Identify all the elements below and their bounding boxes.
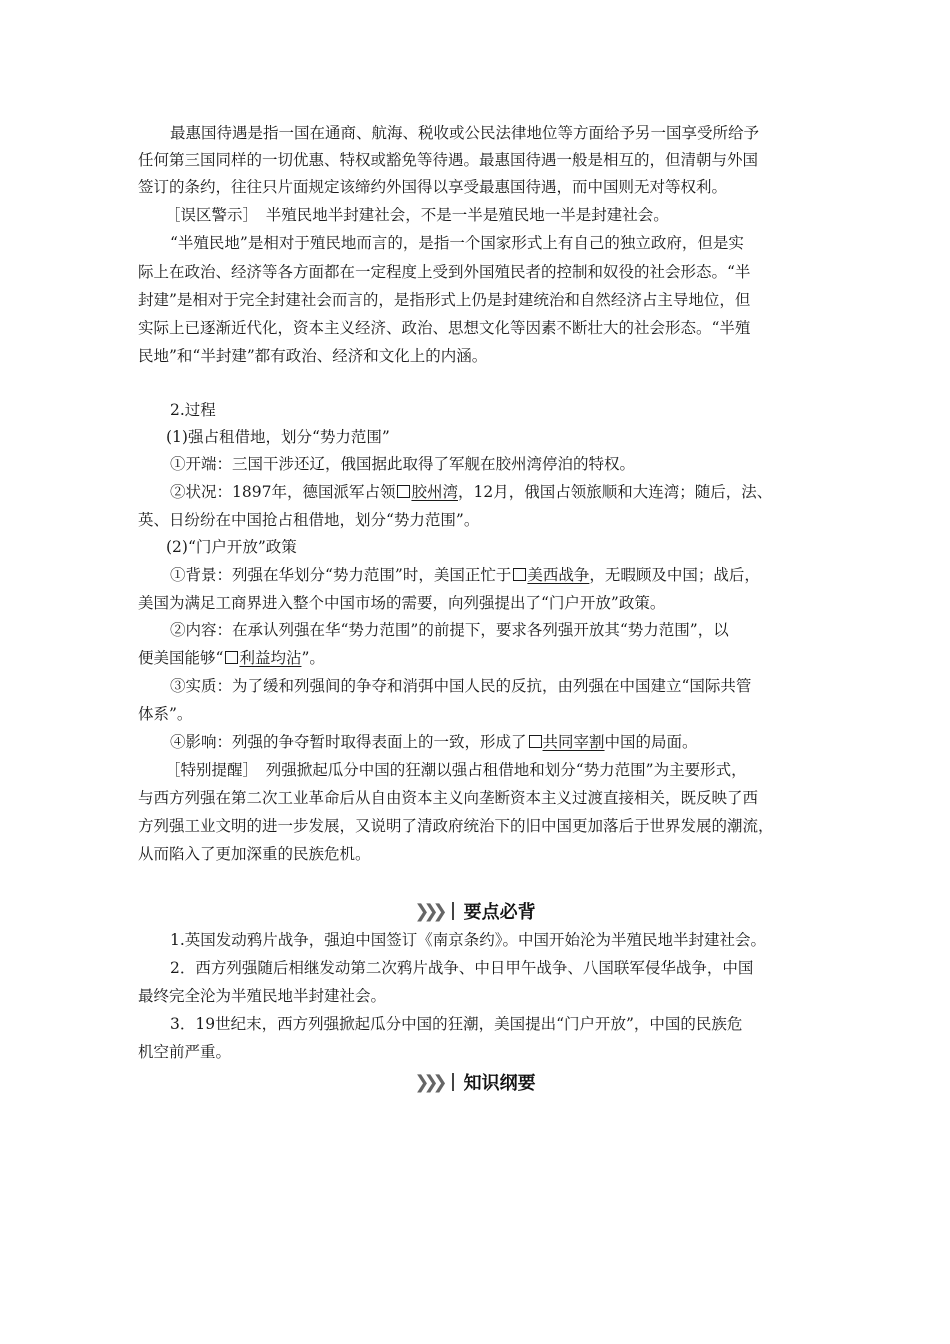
list-item: ①背景：列强在华划分“势力范围”时，美国正忙于 美西战争，无暇顾及中国；战后， [170,566,760,584]
paragraph-line: 实际上已逐渐近代化，资本主义经济、政治、思想文化等因素不断壮大的社会形态。“半殖 [138,319,751,337]
paragraph-line: 美国为满足工商界进入整个中国市场的需要，向列强提出了“门户开放”政策。 [138,594,666,612]
key-point-item: 2．西方列强随后相继发动第二次鸦片战争、中日甲午战争、八国联军侵华战争，中国 [170,959,754,977]
paragraph-line: 机空前严重。 [138,1043,232,1061]
paragraph-line: 最惠国待遇是指一国在通商、航海、税收或公民法律地位等方面给予另一国享受所给予 [170,124,760,142]
blank-box-icon [397,485,410,498]
double-chevron-icon: ❯❯❯ [414,900,442,922]
subheading-leased-territories: (1)强占租借地，划分“势力范围” [166,428,390,446]
paragraph-line: 从而陷入了更加深重的民族危机。 [138,845,371,863]
double-chevron-icon: ❯❯❯ [414,1071,442,1093]
special-tip: ［特别提醒］ 列强掀起瓜分中国的狂潮以强占租借地和划分“势力范围”为主要形式， [165,761,747,779]
paragraph-line: 英、日纷纷在中国抢占租借地，划分“势力范围”。 [138,511,480,529]
paragraph-line: 最终完全沦为半殖民地半封建社会。 [138,987,387,1005]
paragraph-line: 与西方列强在第二次工业革命后从自由资本主义向垄断资本主义过渡直接相关，既反映了西 [138,789,759,807]
blank-box-icon [529,735,542,748]
section-title: 要点必背 [463,902,536,923]
list-item: ①开端：三国干涉还辽，俄国据此取得了军舰在胶州湾停泊的特权。 [170,455,636,473]
divider [452,1073,454,1091]
paragraph-line: 方列强工业文明的进一步发展，又说明了清政府统治下的旧中国更加落后于世界发展的潮流， [138,817,774,835]
fill-blank-answer: 胶州湾 [411,483,458,501]
paragraph-line: 签订的条约，往往只片面规定该缔约外国得以享受最惠国待遇，而中国则无对等权利。 [138,178,728,196]
key-point-item: 3．19世纪末，西方列强掀起瓜分中国的狂潮，美国提出“门户开放”，中国的民族危 [170,1015,743,1033]
fill-blank-answer: 利益均沾 [239,649,302,667]
divider [452,902,454,920]
list-item: ②状况：1897年，德国派军占领 胶州湾，12月，俄国占领旅顺和大连湾；随后，法、 [170,483,773,501]
paragraph-line: 任何第三国同样的一切优惠、特权或豁免等待遇。最惠国待遇一般是相互的，但清朝与外国 [138,151,759,169]
blank-box-icon [225,651,238,664]
blank-box-icon [513,568,526,581]
list-item: ④影响：列强的争夺暂时取得表面上的一致，形成了 共同宰割中国的局面。 [170,733,698,751]
section-title-process: 2.过程 [170,401,216,419]
paragraph-line: 民地”和“半封建”都有政治、经济和文化上的内涵。 [138,347,488,365]
paragraph-line: 封建”是相对于完全封建社会而言的，是指形式上仍是封建统治和自然经济占主导地位，但 [138,291,751,309]
paragraph-line: “半殖民地”是相对于殖民地而言的，是指一个国家形式上有自己的独立政府，但是实 [170,234,744,252]
warning-note: ［误区警示］ 半殖民地半封建社会，不是一半是殖民地一半是封建社会。 [165,206,669,224]
list-item: ②内容：在承认列强在华“势力范围”的前提下，要求各列强开放其“势力范围”，以 [170,621,729,639]
section-title: 知识纲要 [463,1073,536,1094]
paragraph-line: 际上在政治、经济等各方面都在一定程度上受到外国殖民者的控制和奴役的社会形态。“半 [138,263,751,281]
paragraph-line: 便美国能够“ 利益均沾”。 [138,649,325,667]
section-heading-outline [0,1069,950,1095]
section-heading-key-points [0,898,950,924]
key-point-item: 1.英国发动鸦片战争，强迫中国签订《南京条约》。中国开始沦为半殖民地半封建社会。 [170,931,767,949]
fill-blank-answer: 共同宰割 [542,733,605,751]
list-item: ③实质：为了缓和列强间的争夺和消弭中国人民的反抗，由列强在中国建立“国际共管 [170,677,752,695]
subheading-open-door: (2)“门户开放”政策 [166,538,297,556]
fill-blank-answer: 美西战争 [527,566,590,584]
paragraph-line: 体系”。 [138,705,193,723]
